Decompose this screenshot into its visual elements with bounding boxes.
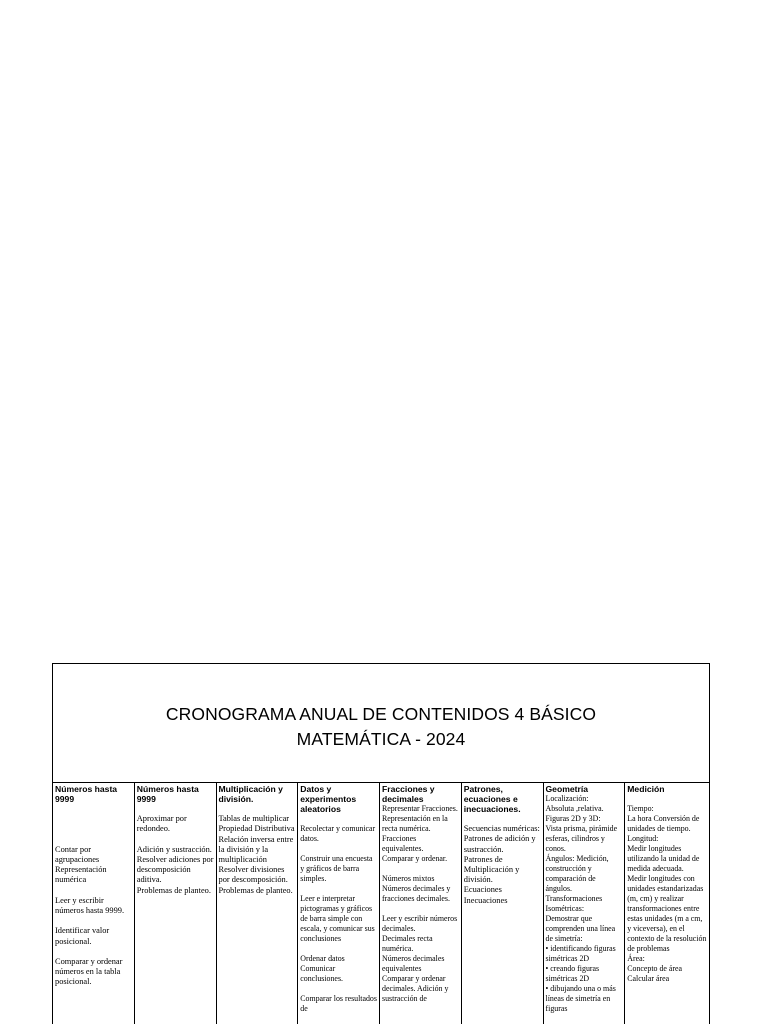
column-heading: Medición — [627, 784, 665, 794]
column-body: Secuencias numéricas: Patrones de adición y sustracción. Patrones de Multiplicación y división. Ecuaciones Inecuaciones — [463, 824, 540, 905]
column-geometria — [544, 783, 626, 1024]
column-datos-experimentos — [298, 783, 380, 1024]
column-fracciones-decimales — [380, 783, 462, 1024]
table-title-cell — [53, 664, 709, 783]
column-medicion — [625, 783, 709, 1024]
column-heading: Datos y experimentos aleatorios — [300, 784, 357, 814]
column-body: Contar por agrupaciones Representación numérica Leer y escribir números hasta 9999. Identificar valor posicional. Comparar y ordenar números en la tabla posicional. — [55, 844, 125, 987]
column-heading: Patrones, ecuaciones e inecuaciones. — [463, 784, 521, 814]
column-heading: Fracciones y decimales — [382, 784, 435, 804]
columns-row — [53, 783, 709, 1024]
column-numeros-hasta-9999-b — [135, 783, 217, 1024]
column-patrones-ecuaciones — [462, 783, 544, 1024]
content-schedule-table — [52, 663, 710, 1024]
column-heading: Multiplicación y división. — [218, 784, 283, 804]
column-multiplicacion-division — [217, 783, 299, 1024]
column-body: Aproximar por redondeo. Adición y sustracción. Resolver adiciones por descomposición aditiva. Problemas de planteo. — [136, 814, 214, 895]
title-line-2: MATEMÁTICA - 2024 — [296, 729, 466, 749]
column-body: Localización: Absoluta ,relativa. Figuras 2D y 3D: Vista prisma, pirámide esferas, cilindros y conos. Ángulos: Medición, construcción y comparación de ángulos. Transformaciones Isométricas: Demostrar que comprenden una línea de simetría: • identificando figuras simétricas 2D • creando figuras simétricas 2D • dibujando una o más líneas de simetría en figuras — [545, 794, 618, 1013]
column-body: Tiempo: La hora Conversión de unidades de tiempo. Longitud: Medir longitudes utilizando la unidad de medida adecuada. Medir longitudes con unidades estandarizadas (m, cm) y realizar transformaciones entre estas unidades (m a cm, y viceversa), en el contexto de la resolución de problemas Área: Concepto de área Calcular área — [627, 804, 707, 983]
column-heading: Números hasta 9999 — [136, 784, 199, 804]
title-line-1: CRONOGRAMA ANUAL DE CONTENIDOS 4 BÁSICO — [165, 704, 597, 724]
column-heading: Geometría — [545, 784, 589, 794]
column-heading: Números hasta 9999 — [55, 784, 118, 804]
column-body: Representar Fracciones. Representación en la recta numérica. Fracciones equivalentes. Comparar y ordenar. Números mixtos Números decimales y fracciones decimales. Leer y escribir números decimales. Decimales recta numérica. Números decimales equivalentes Comparar y ordenar decimales. Adición y sustracción de — [382, 804, 458, 1003]
column-body: Recolectar y comunicar datos. Construir una encuesta y gráficos de barra simples. Leer e interpretar pictogramas y gráficos de barra simple con escala, y comunicar sus conclusiones Ordenar datos Comunicar conclusiones. Comparar los resultados de — [300, 824, 377, 1013]
column-numeros-hasta-9999-a — [53, 783, 135, 1024]
column-body: Tablas de multiplicar Propiedad Distributiva Relación inversa entre la división y la multiplicación Resolver divisiones por descomposición. Problemas de planteo. — [218, 814, 295, 895]
